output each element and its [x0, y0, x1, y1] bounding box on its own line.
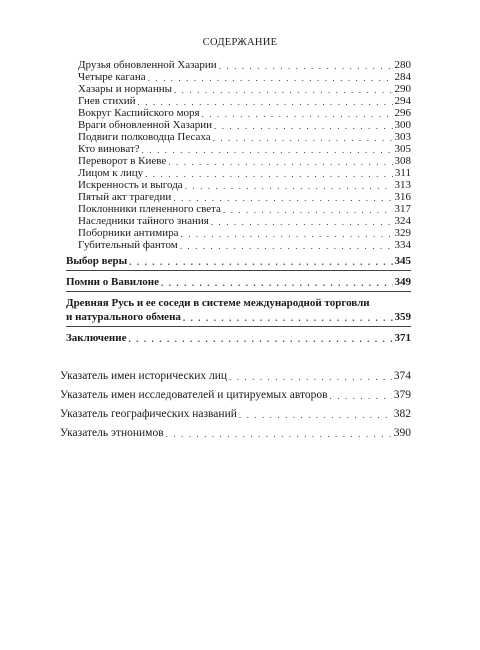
toc-index-entry	[60, 370, 411, 383]
dot-leader	[161, 277, 392, 289]
entry-title: Выбор веры	[66, 255, 128, 267]
toc-subentry	[78, 239, 411, 252]
toc-chapter-remember-babylon	[66, 276, 411, 289]
separator-line	[66, 326, 411, 327]
entry-title: Искренность и выгода	[78, 179, 183, 191]
entry-page: 334	[394, 239, 411, 251]
toc-index-entry	[60, 389, 411, 402]
entry-page: 317	[394, 203, 411, 215]
dot-leader	[129, 256, 392, 268]
entry-page: 284	[394, 71, 411, 83]
entry-title: Хазары и норманны	[78, 83, 172, 95]
entry-title: Заключение	[66, 332, 127, 344]
entry-title: Лицом к лицу	[78, 167, 144, 179]
entry-title: Поборники антимира	[78, 227, 179, 239]
entry-page: 359	[394, 311, 411, 323]
entry-title: Губительный фантом	[78, 239, 178, 251]
entry-page: 280	[394, 59, 411, 71]
entry-title: Переворот в Киеве	[78, 155, 167, 167]
toc-chapter-ancient-rus	[66, 311, 411, 324]
entry-title: Гнев стихий	[78, 95, 136, 107]
entry-title: Указатель географических названий	[60, 408, 237, 420]
entry-title: Поклонники плененного света	[78, 203, 221, 215]
dot-leader	[239, 409, 392, 421]
entry-title: Пятый акт трагедии	[78, 191, 172, 203]
entry-title: Указатель этнонимов	[60, 427, 164, 439]
entry-title: Четыре кагана	[78, 71, 146, 83]
entry-title: и натурального обмена	[66, 311, 181, 323]
entry-page: 349	[394, 276, 411, 288]
toc-chapter-ancient-rus-line1: Древняя Русь и ее соседи в системе международной торговли	[66, 297, 370, 309]
entry-title: Указатель имен исследователей и цитируемых авторов	[60, 389, 328, 401]
entry-page: 305	[394, 143, 411, 155]
entry-page: 300	[394, 119, 411, 131]
entry-page: 374	[393, 370, 411, 382]
entry-page: 313	[394, 179, 411, 191]
entry-title: Враги обновленной Хазарии	[78, 119, 213, 131]
entry-title: Подвиги полководца Песаха	[78, 131, 211, 143]
dot-leader	[330, 390, 392, 402]
toc-chapter-choice-of-faith	[66, 255, 411, 268]
entry-title: Вокруг Каспийского моря	[78, 107, 200, 119]
entry-page: 290	[394, 83, 411, 95]
separator-line	[66, 291, 411, 292]
dot-leader	[229, 371, 392, 383]
toc-chapter-conclusion	[66, 332, 411, 345]
dot-leader	[128, 333, 392, 345]
toc-index-entry	[60, 427, 411, 440]
dot-leader	[166, 428, 392, 440]
entry-page: 311	[394, 167, 411, 179]
entry-page: 303	[394, 131, 411, 143]
entry-title: Кто виноват?	[78, 143, 140, 155]
entry-page: 345	[394, 255, 411, 267]
entry-page: 382	[393, 408, 411, 420]
entry-title: Помни о Вавилоне	[66, 276, 160, 288]
entry-page: 371	[394, 332, 411, 344]
entry-title: Наследники тайного знания	[78, 215, 209, 227]
dot-leader	[180, 240, 393, 252]
entry-page: 390	[393, 427, 411, 439]
entry-page: 294	[394, 95, 411, 107]
toc-index-entry	[60, 408, 411, 421]
dot-leader	[183, 312, 393, 324]
entry-page: 324	[394, 215, 411, 227]
entry-page: 329	[394, 227, 411, 239]
entry-title: Друзья обновленной Хазарии	[78, 59, 217, 71]
entry-page: 296	[394, 107, 411, 119]
entry-page: 316	[394, 191, 411, 203]
entry-page: 308	[394, 155, 411, 167]
separator-line	[66, 270, 411, 271]
entry-page: 379	[393, 389, 411, 401]
entry-title: Указатель имен исторических лиц	[60, 370, 228, 382]
page-header: СОДЕРЖАНИЕ	[202, 37, 278, 48]
